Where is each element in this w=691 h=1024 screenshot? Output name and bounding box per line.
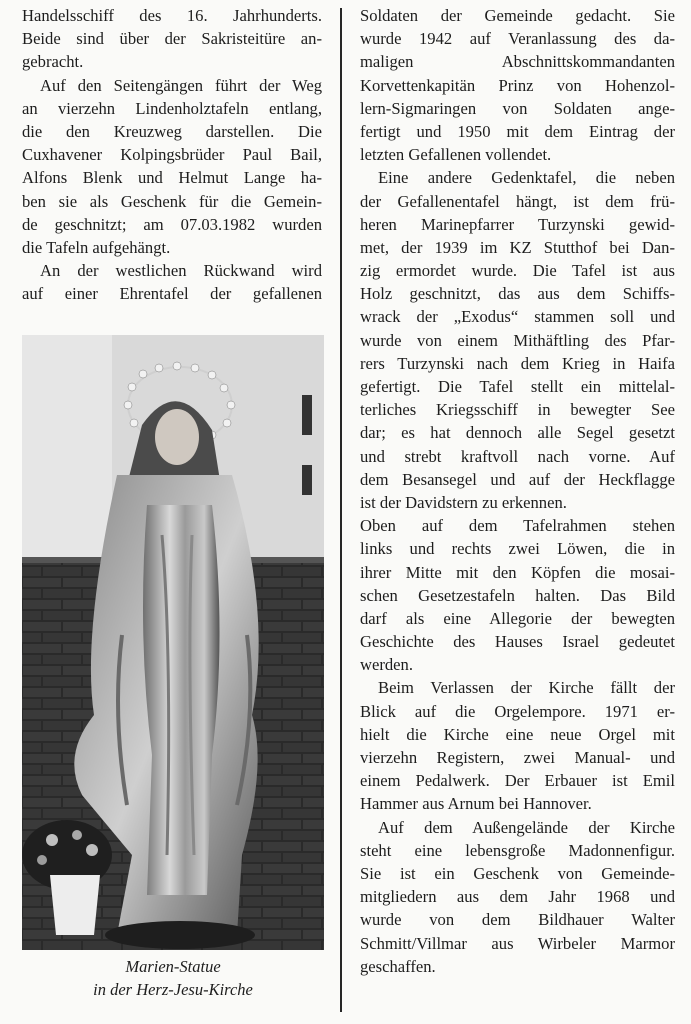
statue-illustration: [22, 335, 324, 950]
text-line: und strebt kraftvoll nach vorne. Auf: [360, 446, 675, 466]
text-line: gefertigt. Die Tafel stellt ein mittelal-: [360, 377, 675, 396]
text-line: vierzehn Registern, zwei Manual- und: [360, 748, 675, 767]
paragraph: [360, 166, 675, 676]
caption-line: in der Herz-Jesu-Kirche: [93, 980, 253, 999]
text-line: ist der Davidstern zu erkennen.: [360, 492, 567, 512]
text-line: wurde von einem Mithäftling des Pfar-: [360, 330, 675, 350]
text-line: steht eine lebensgroße Madonnenfigur.: [360, 840, 675, 860]
text-line: schen Gesetzestafeln halten. Das Bild: [360, 585, 675, 605]
text-line: einem Pedalwerk. Der Erbauer ist Emil: [360, 771, 675, 791]
text-line: Cuxhavener Kolpingsbrüder Paul Bail,: [22, 145, 322, 165]
text-line: Handelsschiff des 16. Jahrhunderts.: [22, 6, 322, 25]
text-line: dar; es hat dennoch alle Segel gesetzt: [360, 423, 675, 443]
text-line: heren Marinepfarrer Turzynski gewid-: [360, 214, 675, 234]
text-line: darf als eine Allegorie der bewegten: [360, 608, 675, 628]
text-line: Schmitt/Villmar aus Wirbeler Marmor: [360, 933, 675, 953]
statue-photo: [22, 335, 324, 950]
text-line: Beide sind über der Sakristeitüre an-: [22, 29, 322, 49]
text-line: met, der 1939 im KZ Stutthof bei Dan-: [360, 237, 675, 257]
text-line: lern-Sigmaringen von Soldaten ange-: [360, 98, 675, 118]
text-line: terliches Kriegsschiff in bewegter See: [360, 400, 675, 420]
text-line: die den Kreuzweg darstellen. Die: [22, 121, 322, 141]
text-line: links und rechts zwei Löwen, die in: [360, 539, 675, 559]
caption-line: Marien-Statue: [125, 957, 221, 976]
text-line: werden.: [360, 655, 413, 675]
text-line: letzten Gefallenen vollendet.: [360, 145, 552, 165]
text-line: Oben auf dem Tafelrahmen stehen: [360, 516, 675, 536]
text-line: Auf dem Außengelände der Kirche: [378, 817, 675, 837]
text-line: ihrer Mitte mit den Köpfen die mosai-: [360, 562, 675, 582]
text-line: rers Turzynski nach dem Krieg in Haifa: [360, 353, 675, 373]
text-line: Eine andere Gedenktafel, die neben: [378, 168, 675, 188]
paragraph: [22, 74, 322, 260]
text-line: Sie ist ein Geschenk von Gemeinde-: [360, 863, 675, 883]
text-line: hielt die Kirche eine neue Orgel mit: [360, 724, 675, 744]
text-line: der Gefallenentafel hängt, ist dem frü-: [360, 191, 675, 211]
text-line: wrack der „Exodus“ stammen soll und: [360, 307, 675, 327]
text-line: maligen Abschnittskommandanten: [360, 52, 675, 72]
text-line: de geschnitzt; am 07.03.1982 wurden: [22, 214, 322, 234]
paragraph: [360, 816, 675, 978]
text-line: auf einer Ehrentafel der gefallenen: [22, 284, 322, 304]
robe: [143, 505, 220, 895]
text-line: zig ermordet wurde. Die Tafel ist aus: [360, 261, 675, 281]
text-line: ben sie als Geschenk für die Gemein-: [22, 191, 322, 211]
text-line: Geschichte des Hauses Israel gedeutet: [360, 632, 675, 652]
text-line: Auf den Seitengängen führt der Weg: [40, 75, 322, 95]
paragraph: [22, 259, 322, 305]
text-line: Beim Verlassen der Kirche fällt der: [378, 678, 675, 698]
right-column: [360, 4, 675, 978]
text-line: geschaffen.: [360, 956, 436, 976]
text-line: gebracht.: [22, 52, 84, 72]
text-line: die Tafeln aufgehängt.: [22, 237, 171, 257]
paragraph: [22, 4, 322, 74]
text-line: An der westlichen Rückwand wird: [40, 261, 322, 281]
text-line: Korvettenkapitän Prinz von Hohenzol-: [360, 75, 675, 95]
figure-caption: [22, 955, 324, 1001]
paragraph: [360, 4, 675, 166]
pedestal: [105, 921, 255, 949]
left-column: [22, 4, 322, 305]
text-line: Blick auf die Orgelempore. 1971 er-: [360, 701, 675, 721]
text-line: Hammer aus Arnum bei Hannover.: [360, 794, 592, 814]
text-line: dem Besansegel und auf der Heckflagge: [360, 469, 675, 489]
text-line: wurde von dem Bildhauer Walter: [360, 910, 675, 930]
text-line: Holz geschnitzt, das aus dem Schiffs-: [360, 284, 675, 304]
paragraph: [360, 676, 675, 815]
text-line: wurde 1942 auf Veranlassung des da-: [360, 29, 675, 49]
flower-pot: [50, 875, 100, 935]
text-line: an vierzehn Lindenholztafeln entlang,: [22, 98, 322, 118]
text-line: Alfons Blenk und Helmut Lange ha-: [22, 168, 322, 188]
text-line: Soldaten der Gemeinde gedacht. Sie: [360, 6, 675, 25]
text-line: fertigt und 1950 mit dem Eintrag der: [360, 121, 675, 141]
face: [155, 409, 199, 465]
text-line: mitgliedern aus dem Jahr 1968 und: [360, 887, 675, 907]
column-divider: [340, 8, 342, 1012]
